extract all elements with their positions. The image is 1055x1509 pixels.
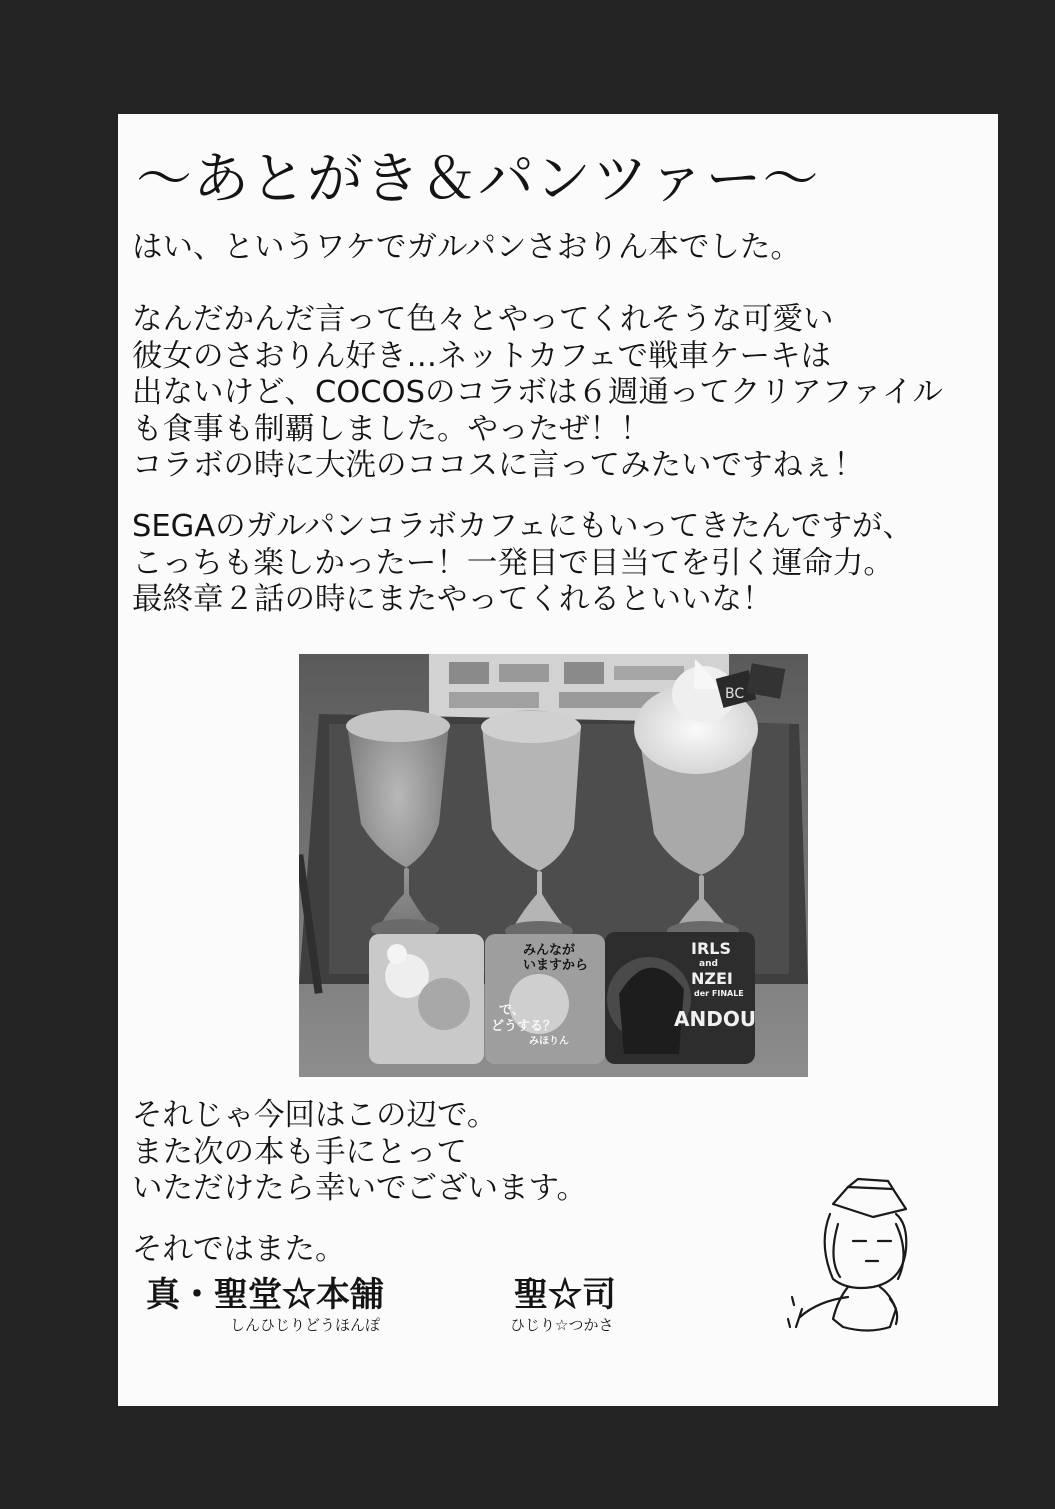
circle-name: 真・聖堂☆本舗 [146,1275,384,1315]
coaster-text-1 [523,943,588,973]
coaster-3-line: der FINALE [694,989,744,998]
afterword-page [118,114,998,1406]
text-line: それじゃ今回はこの辺で。 [132,1098,498,1133]
coaster-3-line: ANDOU [674,1007,757,1031]
coaster-3-line: and [699,959,718,969]
paragraph-sega-cafe [132,509,992,619]
text-line: こっちも楽しかったー！一発目で目当てを引く運命力。 [132,545,894,581]
text-line: はい、というワケでガルパンさおりん本でした。 [132,230,801,265]
coaster-3-line: NZEI [691,969,733,988]
text-line: また次の本も手にとって [132,1134,467,1170]
coaster-3-line: IRLS [691,939,731,958]
coaster-1-line: みんなが [523,943,576,958]
text-line: 彼女のさおりん好き…ネットカフェで戦車ケーキは [132,338,832,374]
menu-tag-text: BC [725,686,745,702]
page-title: 〜あとがき＆パンツァー〜 [136,147,820,212]
text-line: SEGAのガルパンコラボカフェにもいってきたんですが、 [132,509,913,544]
text-line: コラボの時に大洗のココスに言ってみたいですねぇ！ [132,448,864,483]
chibi-character-doodle [778,1169,928,1339]
coaster-1-line: いますから [523,958,589,973]
author-name: 聖☆司 [514,1275,616,1315]
paragraph-saorin [132,302,992,485]
cafe-photo [299,654,808,1077]
paragraph-intro [132,230,992,267]
coaster-2-line: どうする？ [491,1019,557,1034]
text-line: それではまた。 [132,1232,346,1267]
text-line: 出ないけど、COCOSのコラボは６週通ってクリアファイル [132,375,943,410]
cafe-photo-drawing [299,654,808,1077]
author-reading: ひじり☆つかさ [510,1316,614,1334]
text-line: 最終章２話の時にまたやってくれるといいな！ [132,582,773,617]
circle-reading: しんひじりどうほんぽ [230,1316,381,1334]
coaster-2-line: みほりん [529,1036,569,1047]
text-line: も食事も制覇しました。やったぜ！！ [132,411,651,447]
coaster-2-line: で、 [499,1003,525,1018]
text-line: いただけたら幸いでございます。 [132,1171,588,1206]
text-line: なんだかんだ言って色々とやってくれそうな可愛い [132,302,834,337]
